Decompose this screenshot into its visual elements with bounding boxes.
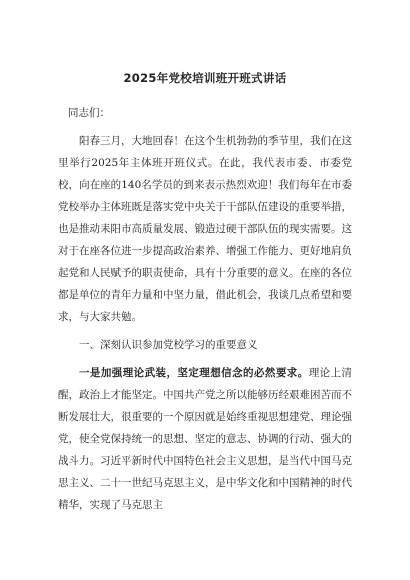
salutation: 同志们： [68,107,110,119]
section-heading: 一、深刻认识参加党校学习的重要意义 [79,339,258,351]
opening-paragraph: 阳春三月，大地回春！在这个生机勃勃的季节里，我们在这里举行2025年主体班开班仪式。在此，我代表市委、市委党校，向在座的140名学员的到来表示热烈欢迎！我们每年在市委党校举办主体班既是落实党中央关于干部队伍建设的重要举措，也是推动耒阳市高质量发展、锻造过硬干部队伍的现实需要。这对于在座各位进一步提高政治素养、增强工作能力、更好地肩负起党和人民赋予的职责使命，具有十分重要的意义。在座的各位都是单位的青年力量和中坚力量，借此机会，我谈几点希望和要求，与大家共勉。 [58,135,352,323]
document-title: 2025年党校培训班开班式讲话 [123,71,287,85]
subsection-paragraph [58,362,352,516]
subsection-body: 理论上清醒，政治上才能坚定。中国共产党之所以能够历经艰难困苦而不断发展壮大，很重要的一个原因就是始终重视思想建党、理论强党，使全党保持统一的思想、坚定的意志、协调的行动、强大的战斗力。习近平新时代中国特色社会主义思想，是当代中国马克思主义、二十一世纪马克思主义，是中华文化和中国精神的时代精华，实现了马克思主 [58,367,352,511]
subsection-lead: 一是加强理论武装，坚定理想信念的必然要求。 [79,367,309,379]
